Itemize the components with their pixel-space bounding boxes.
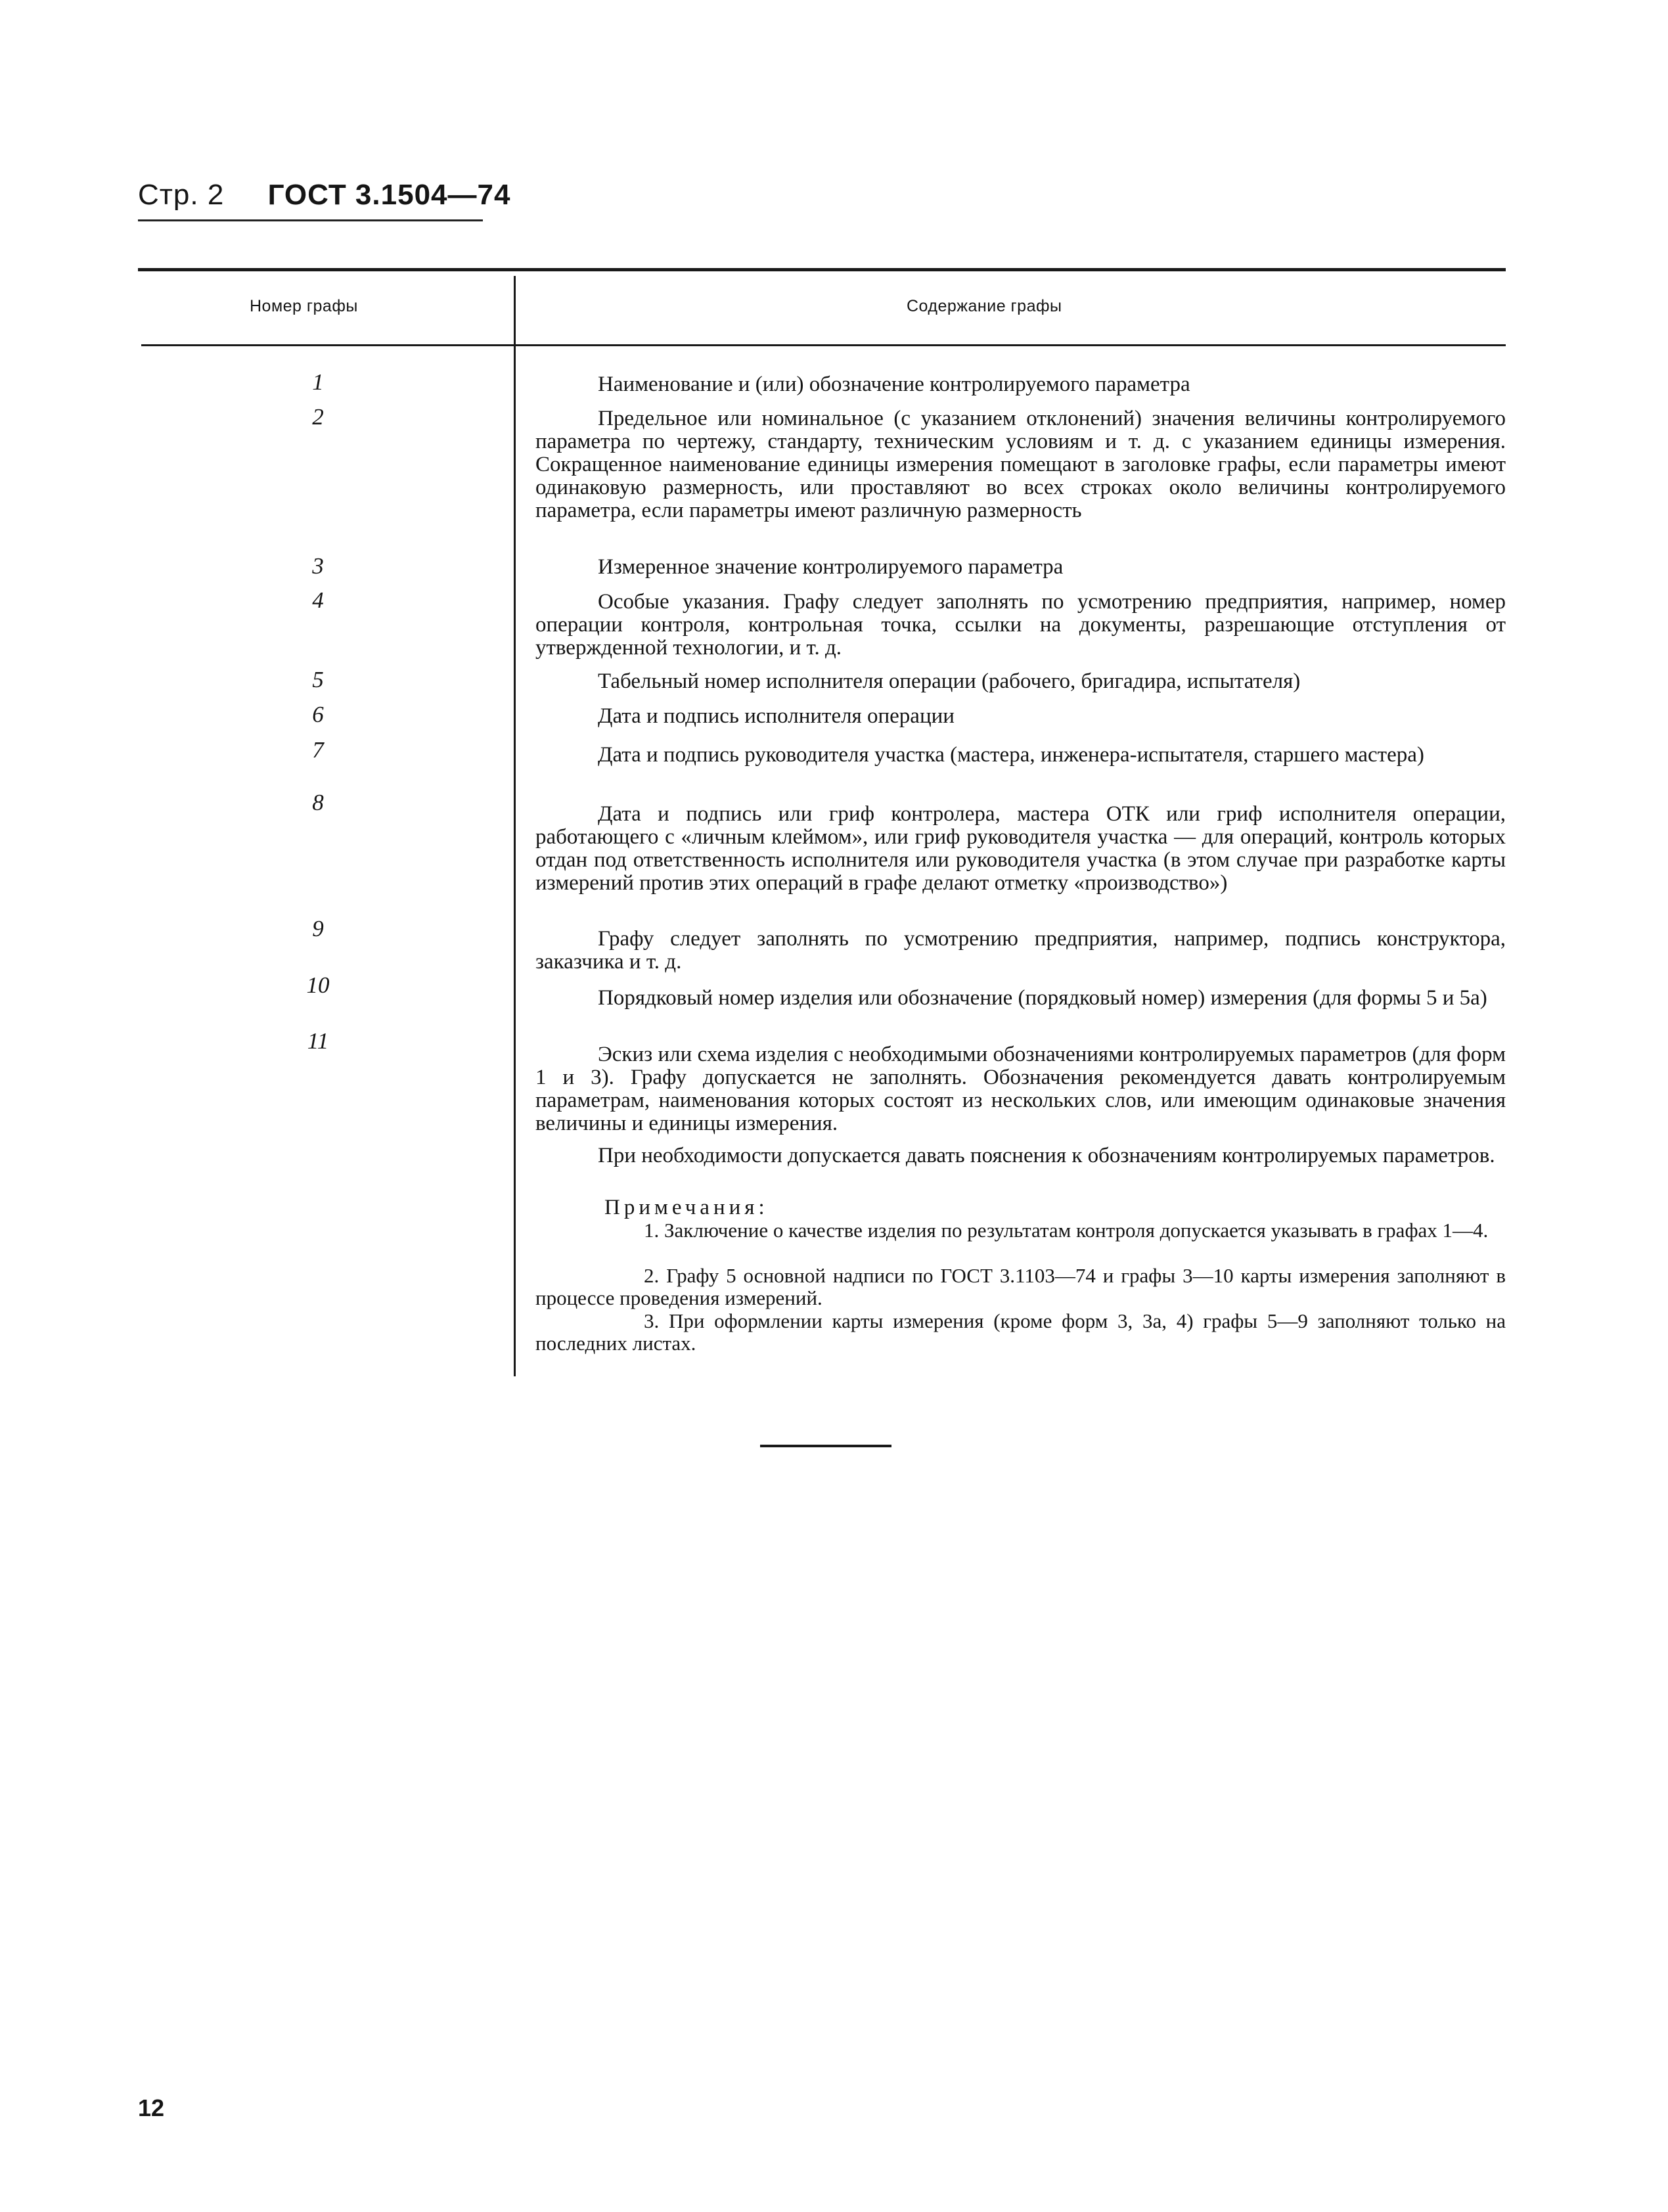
table-column-divider <box>514 276 516 1376</box>
row-number: 8 <box>312 790 324 815</box>
note-item: 3. При оформлении карты измерения (кроме форм 3, 3а, 4) графы 5—9 заполняют только на последних листах. <box>535 1309 1506 1355</box>
column-header-number: Номер графы <box>250 297 358 315</box>
row-content: Измеренное значение контролируемого параметра <box>598 555 1064 579</box>
row-content: Порядковый номер изделия или обозначение (порядковый номер) измерения (для формы 5 и 5а) <box>598 986 1487 1010</box>
row-content: Эскиз или схема изделия с необходимыми обозначениями контролируемых параметров (для форм 1 и 3). Графу допускается не заполнять. Обозначения рекомендуется давать контролируемым параметрам, наименования которых состоят из нескольких слов, или имеющим одинаковые значения величины и единицы измерения. <box>535 1043 1506 1135</box>
row-number: 6 <box>312 702 324 727</box>
explanation-paragraph: При необходимости допускается давать пояснения к обозначениям контролируемых параметров. <box>598 1144 1495 1167</box>
row-number: 10 <box>306 972 330 998</box>
row-content: Табельный номер исполнителя операции (рабочего, бригадира, испытателя) <box>598 669 1301 693</box>
note-item: 2. Графу 5 основной надписи по ГОСТ 3.1103—74 и графы 3—10 карты измерения заполняют в процессе проведения измерений. <box>535 1264 1506 1309</box>
row-content: Предельное или номинальное (с указанием отклонений) значения величины контролируемого параметра по чертежу, стандарту, техническим условиям и т. д. с указанием единицы измерения. Сокращенное наименование единицы измерения помещают в заголовке графы, если параметры имеют одинаковую размерность, или проставляют во всех строках около величины контролируемого параметра, если параметры имеют различную размерность <box>535 407 1506 522</box>
row-content: Наименование и (или) обозначение контролируемого параметра <box>598 372 1190 396</box>
row-number: 2 <box>312 404 324 430</box>
notes-title: Примечания: <box>604 1196 769 1219</box>
row-number: 4 <box>312 587 324 613</box>
note-item: 1. Заключение о качестве изделия по результатам контроля допускается указывать в графах 1—4. <box>644 1219 1489 1242</box>
page-number: 12 <box>138 2094 165 2121</box>
row-number: 1 <box>312 369 324 395</box>
row-number: 3 <box>312 553 324 579</box>
row-content: Графу следует заполнять по усмотрению предприятия, например, подпись конструктора, заказчика и т. д. <box>535 927 1506 974</box>
standard-number: ГОСТ 3.1504—74 <box>267 179 511 211</box>
header-underline <box>138 219 483 221</box>
row-content: Особые указания. Графу следует заполнять по усмотрению предприятия, например, номер операции контроля, контрольная точка, ссылки на документы, разрешающие отступления от утвержденной технологии, и т. д. <box>535 590 1506 660</box>
row-number: 11 <box>307 1028 329 1054</box>
row-content: Дата и подпись или гриф контролера, мастера ОТК или гриф исполнителя операции, работающего с «личным клеймом», или гриф руководителя участка — для операций, контроль которых отдан под ответственность исполнителя или руководителя участка (в этом случае при разработке карты измерений против этих операций в графе делают отметку «производство») <box>535 802 1506 895</box>
end-rule <box>760 1445 891 1447</box>
row-content: Дата и подпись руководителя участка (мастера, инженера-испытателя, старшего мастера) <box>598 743 1424 767</box>
page-header <box>138 179 510 212</box>
column-header-content: Содержание графы <box>907 297 1062 315</box>
row-content: Дата и подпись исполнителя операции <box>598 704 955 728</box>
table-header-rule <box>141 344 1506 346</box>
table-top-rule <box>138 268 1506 271</box>
row-number: 9 <box>312 916 324 941</box>
row-number: 5 <box>312 667 324 692</box>
row-number: 7 <box>312 737 324 763</box>
page-label: Стр. 2 <box>138 179 225 211</box>
